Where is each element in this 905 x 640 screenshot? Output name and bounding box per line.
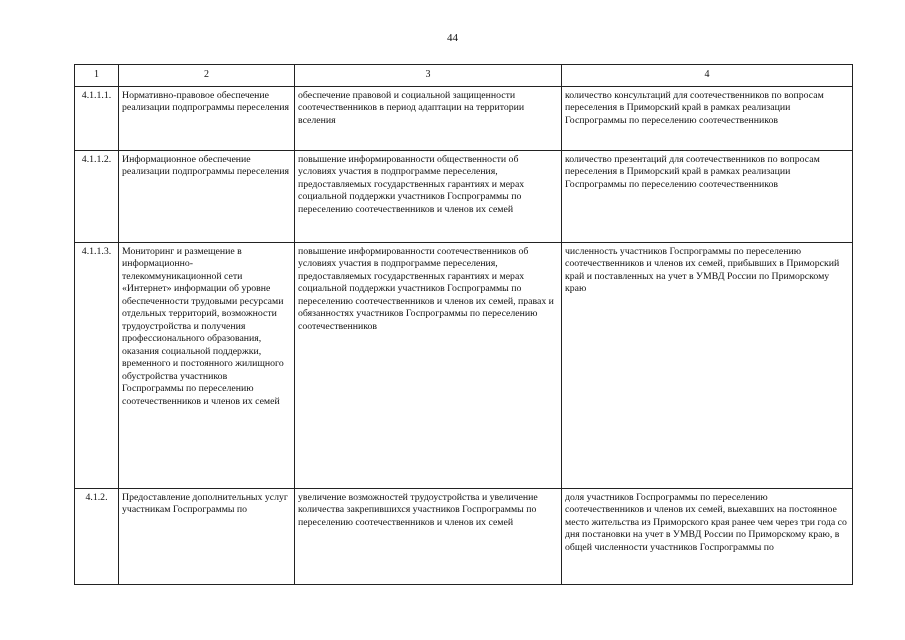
table-row	[75, 150, 853, 242]
measure-name: Нормативно-правовое обеспечение реализации подпрограммы переселения	[119, 86, 295, 150]
measures-table	[74, 64, 853, 585]
row-number: 4.1.1.2.	[75, 150, 119, 242]
indicator: доля участников Госпрограммы по переселению соотечественников и членов их семей, выехавших на постоянное место жительства из Приморского края ранее чем через три года со дня постановки на учет в УМВД России по Приморскому краю, в общей численности участников Госпрограммы по	[562, 488, 853, 584]
table-row	[75, 242, 853, 488]
measure-name: Информационное обеспечение реализации подпрограммы переселения	[119, 150, 295, 242]
expected-result: повышение информированности общественности об условиях участия в подпрограмме переселения, предоставляемых государственных гарантиях и мерах социальной поддержки участников Госпрограммы по переселению соотечественников и членов их семей	[295, 150, 562, 242]
header-cell-4: 4	[562, 65, 853, 87]
row-number: 4.1.1.1.	[75, 86, 119, 150]
indicator: количество консультаций для соотечественников по вопросам переселения в Приморский край в рамках реализации Госпрограммы по переселению соотечественников	[562, 86, 853, 150]
indicator: численность участников Госпрограммы по переселению соотечественников и членов их семей, прибывших в Приморский край и поставленных на учет в УМВД России по Приморскому краю	[562, 242, 853, 488]
row-number: 4.1.1.3.	[75, 242, 119, 488]
table-row	[75, 86, 853, 150]
indicator: количество презентаций для соотечественников по вопросам переселения в Приморский край в рамках реализации Госпрограммы по переселению соотечественников	[562, 150, 853, 242]
expected-result: обеспечение правовой и социальной защищенности соотечественников в период адаптации на территории вселения	[295, 86, 562, 150]
header-cell-1: 1	[75, 65, 119, 87]
table-row	[75, 488, 853, 584]
measure-name: Мониторинг и размещение в информационно-телекоммуникационной сети «Интернет» информации об уровне обеспеченности трудовыми ресурсами отдельных территорий, возможности трудоустройства и получения профессионального образования, оказания социальной поддержки, временного и постоянного жилищного обустройства участников Госпрограммы по переселению соотечественников и членов их семей	[119, 242, 295, 488]
page-number: 44	[447, 32, 458, 44]
table-header-row	[75, 65, 853, 87]
header-cell-3: 3	[295, 65, 562, 87]
measure-name: Предоставление дополнительных услуг участникам Госпрограммы по	[119, 488, 295, 584]
expected-result: повышение информированности соотечественников об условиях участия в подпрограмме переселения, предоставляемых государственных гарантиях и мерах социальной поддержки участников Госпрограммы по переселению соотечественников и членов их семей, правах и обязанностях участников Госпрограммы по переселению соотечественников	[295, 242, 562, 488]
expected-result: увеличение возможностей трудоустройства и увеличение количества закрепившихся участников Госпрограммы по переселению соотечественников и членов их семей	[295, 488, 562, 584]
row-number: 4.1.2.	[75, 488, 119, 584]
header-cell-2: 2	[119, 65, 295, 87]
